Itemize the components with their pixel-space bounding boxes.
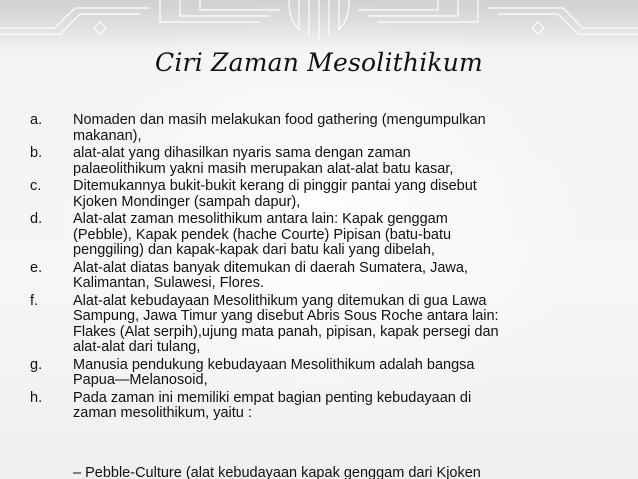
text-line: Flakes (Alat serpih),ujung mata panah, pipisan, kapak persegi dan	[73, 323, 499, 340]
list-marker: a.	[30, 112, 43, 128]
list-item-text	[73, 212, 623, 259]
list-marker: g.	[30, 356, 43, 373]
text-line: Pada zaman ini memiliki empat bagian penting kebudayaan di	[73, 389, 472, 406]
text-line: makanan),	[73, 127, 142, 144]
slide-title: Ciri Zaman Mesolithikum	[155, 48, 483, 77]
list-item	[0, 294, 638, 356]
text-line: Nomaden dan masih melakukan food gathering (mengumpulkan	[73, 112, 486, 128]
list-item-text	[73, 113, 623, 144]
text-line: Sampung, Jawa Timur yang disebut Abris Sous Roche antara lain:	[73, 308, 499, 324]
list-marker: h.	[30, 389, 43, 406]
text-line: Kjoken Mondinger (sampah dapur),	[73, 193, 301, 210]
list-item	[0, 261, 638, 292]
list-marker: c.	[30, 178, 42, 194]
list-item-text	[73, 179, 623, 210]
list-item	[0, 358, 638, 389]
text-line: penggiling) dan kapak-kapak dari batu kali yang dibelah,	[73, 242, 435, 258]
text-line: Manusia pendukung kebudayaan Mesolithikum adalah bangsa	[73, 356, 475, 373]
list-item-text	[73, 294, 623, 356]
list-item	[0, 391, 638, 422]
cut-off-sub-item: – Pebble-Culture (alat kebudayaan kapak genggam dari Kjoken	[73, 465, 481, 479]
art-deco-border-ornament	[0, 0, 638, 48]
text-line: Papua—Melanosoid,	[73, 372, 208, 388]
text-line: zaman mesolithikum, yaitu :	[73, 405, 252, 421]
text-line: Alat-alat zaman mesolithikum antara lain: Kapak genggam	[73, 211, 448, 227]
text-line: palaeolithikum yakni masih merupakan alat-alat batu kasar,	[73, 160, 454, 177]
text-line: (Pebble), Kapak pendek (hache Courte) Pipisan (batu-batu	[73, 226, 452, 243]
list-item	[0, 212, 638, 259]
text-line: alat-alat yang dihasilkan nyaris sama dengan zaman	[73, 145, 411, 161]
text-line: alat-alat dari tulang,	[73, 339, 201, 355]
list-item	[0, 113, 638, 144]
text-line: Alat-alat kebudayaan Mesolithikum yang ditemukan di gua Lawa	[73, 292, 487, 309]
list-item-text	[73, 391, 623, 422]
text-line: Ditemukannya bukit-bukit kerang di pinggir pantai yang disebut	[73, 178, 477, 194]
list-item-text	[73, 261, 623, 292]
list-marker: d.	[30, 211, 43, 227]
list-marker: f.	[30, 292, 39, 309]
list-item-text	[73, 358, 623, 389]
text-line: Alat-alat diatas banyak ditemukan di daerah Sumatera, Jawa,	[73, 259, 468, 276]
list-item-text	[73, 146, 623, 177]
text-line: Kalimantan, Sulawesi, Flores.	[73, 275, 264, 291]
list-item	[0, 146, 638, 177]
list-item	[0, 179, 638, 210]
list-marker: e.	[30, 259, 43, 276]
characteristics-list	[0, 113, 638, 424]
list-marker: b.	[30, 145, 43, 161]
